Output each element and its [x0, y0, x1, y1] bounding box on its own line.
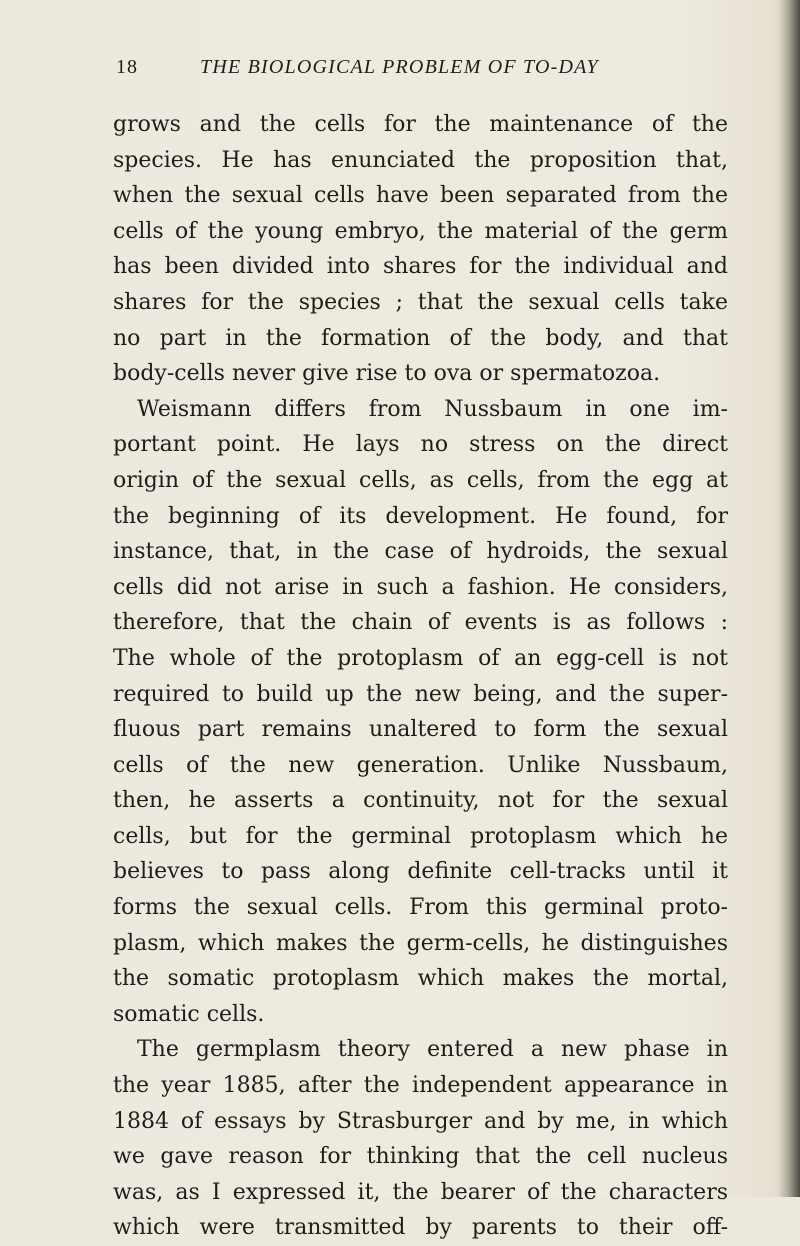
text-line: when the sexual cells have been separated from the — [113, 183, 728, 209]
text-line: the somatic protoplasm which makes the mortal, — [113, 966, 728, 992]
body-text — [113, 107, 728, 1246]
text-line: 1884 of essays by Strasburger and by me, in which — [113, 1108, 728, 1134]
text-line: the beginning of its development. He found, for — [113, 503, 728, 529]
text-line: required to build up the new being, and the super- — [113, 681, 728, 707]
text-line: therefore, that the chain of events is as follows : — [113, 610, 728, 636]
text-line: we gave reason for thinking that the cell nucleus — [113, 1144, 728, 1170]
text-line: species. He has enunciated the proposition that, — [113, 147, 728, 173]
text-line: then, he asserts a continuity, not for the sexual — [113, 788, 728, 814]
text-line: has been divided into shares for the individual and — [113, 254, 728, 280]
text-line: cells of the new generation. Unlike Nussbaum, — [113, 752, 728, 778]
text-line: cells, but for the germinal protoplasm which he — [113, 823, 728, 849]
text-line: portant point. He lays no stress on the direct — [113, 432, 728, 458]
running-head — [116, 56, 728, 86]
paragraph-start-line: The germplasm theory entered a new phase in — [137, 1037, 728, 1063]
page-edge-shadow — [778, 0, 800, 1197]
text-line: origin of the sexual cells, as cells, from the egg at — [113, 467, 728, 493]
text-line: the year 1885, after the independent appearance in — [113, 1073, 728, 1099]
text-line: cells did not arise in such a fashion. He considers, — [113, 574, 728, 600]
text-line: believes to pass along definite cell-tracks until it — [113, 859, 728, 885]
text-line: which were transmitted by parents to their off- — [113, 1215, 728, 1241]
text-line: plasm, which makes the germ-cells, he distinguishes — [113, 930, 728, 956]
text-line: body-cells never give rise to ova or spermatozoa. — [113, 361, 661, 387]
text-line: cells of the young embryo, the material of the germ — [113, 218, 728, 244]
running-title: THE BIOLOGICAL PROBLEM OF TO-DAY — [200, 56, 599, 78]
text-line: no part in the formation of the body, and that — [113, 325, 728, 351]
text-line: The whole of the protoplasm of an egg-cell is not — [113, 645, 728, 671]
text-line: was, as I expressed it, the bearer of the characters — [113, 1179, 728, 1205]
text-line: shares for the species ; that the sexual cells take — [113, 289, 728, 315]
text-line: somatic cells. — [113, 1001, 265, 1027]
text-line: forms the sexual cells. From this germinal proto- — [113, 895, 728, 921]
page-number: 18 — [116, 56, 138, 78]
paragraph-start-line: Weismann differs from Nussbaum in one im- — [137, 396, 728, 422]
text-line: instance, that, in the case of hydroids, the sexual — [113, 539, 728, 565]
text-line: grows and the cells for the maintenance of the — [113, 112, 728, 137]
text-line: fluous part remains unaltered to form the sexual — [113, 717, 728, 743]
